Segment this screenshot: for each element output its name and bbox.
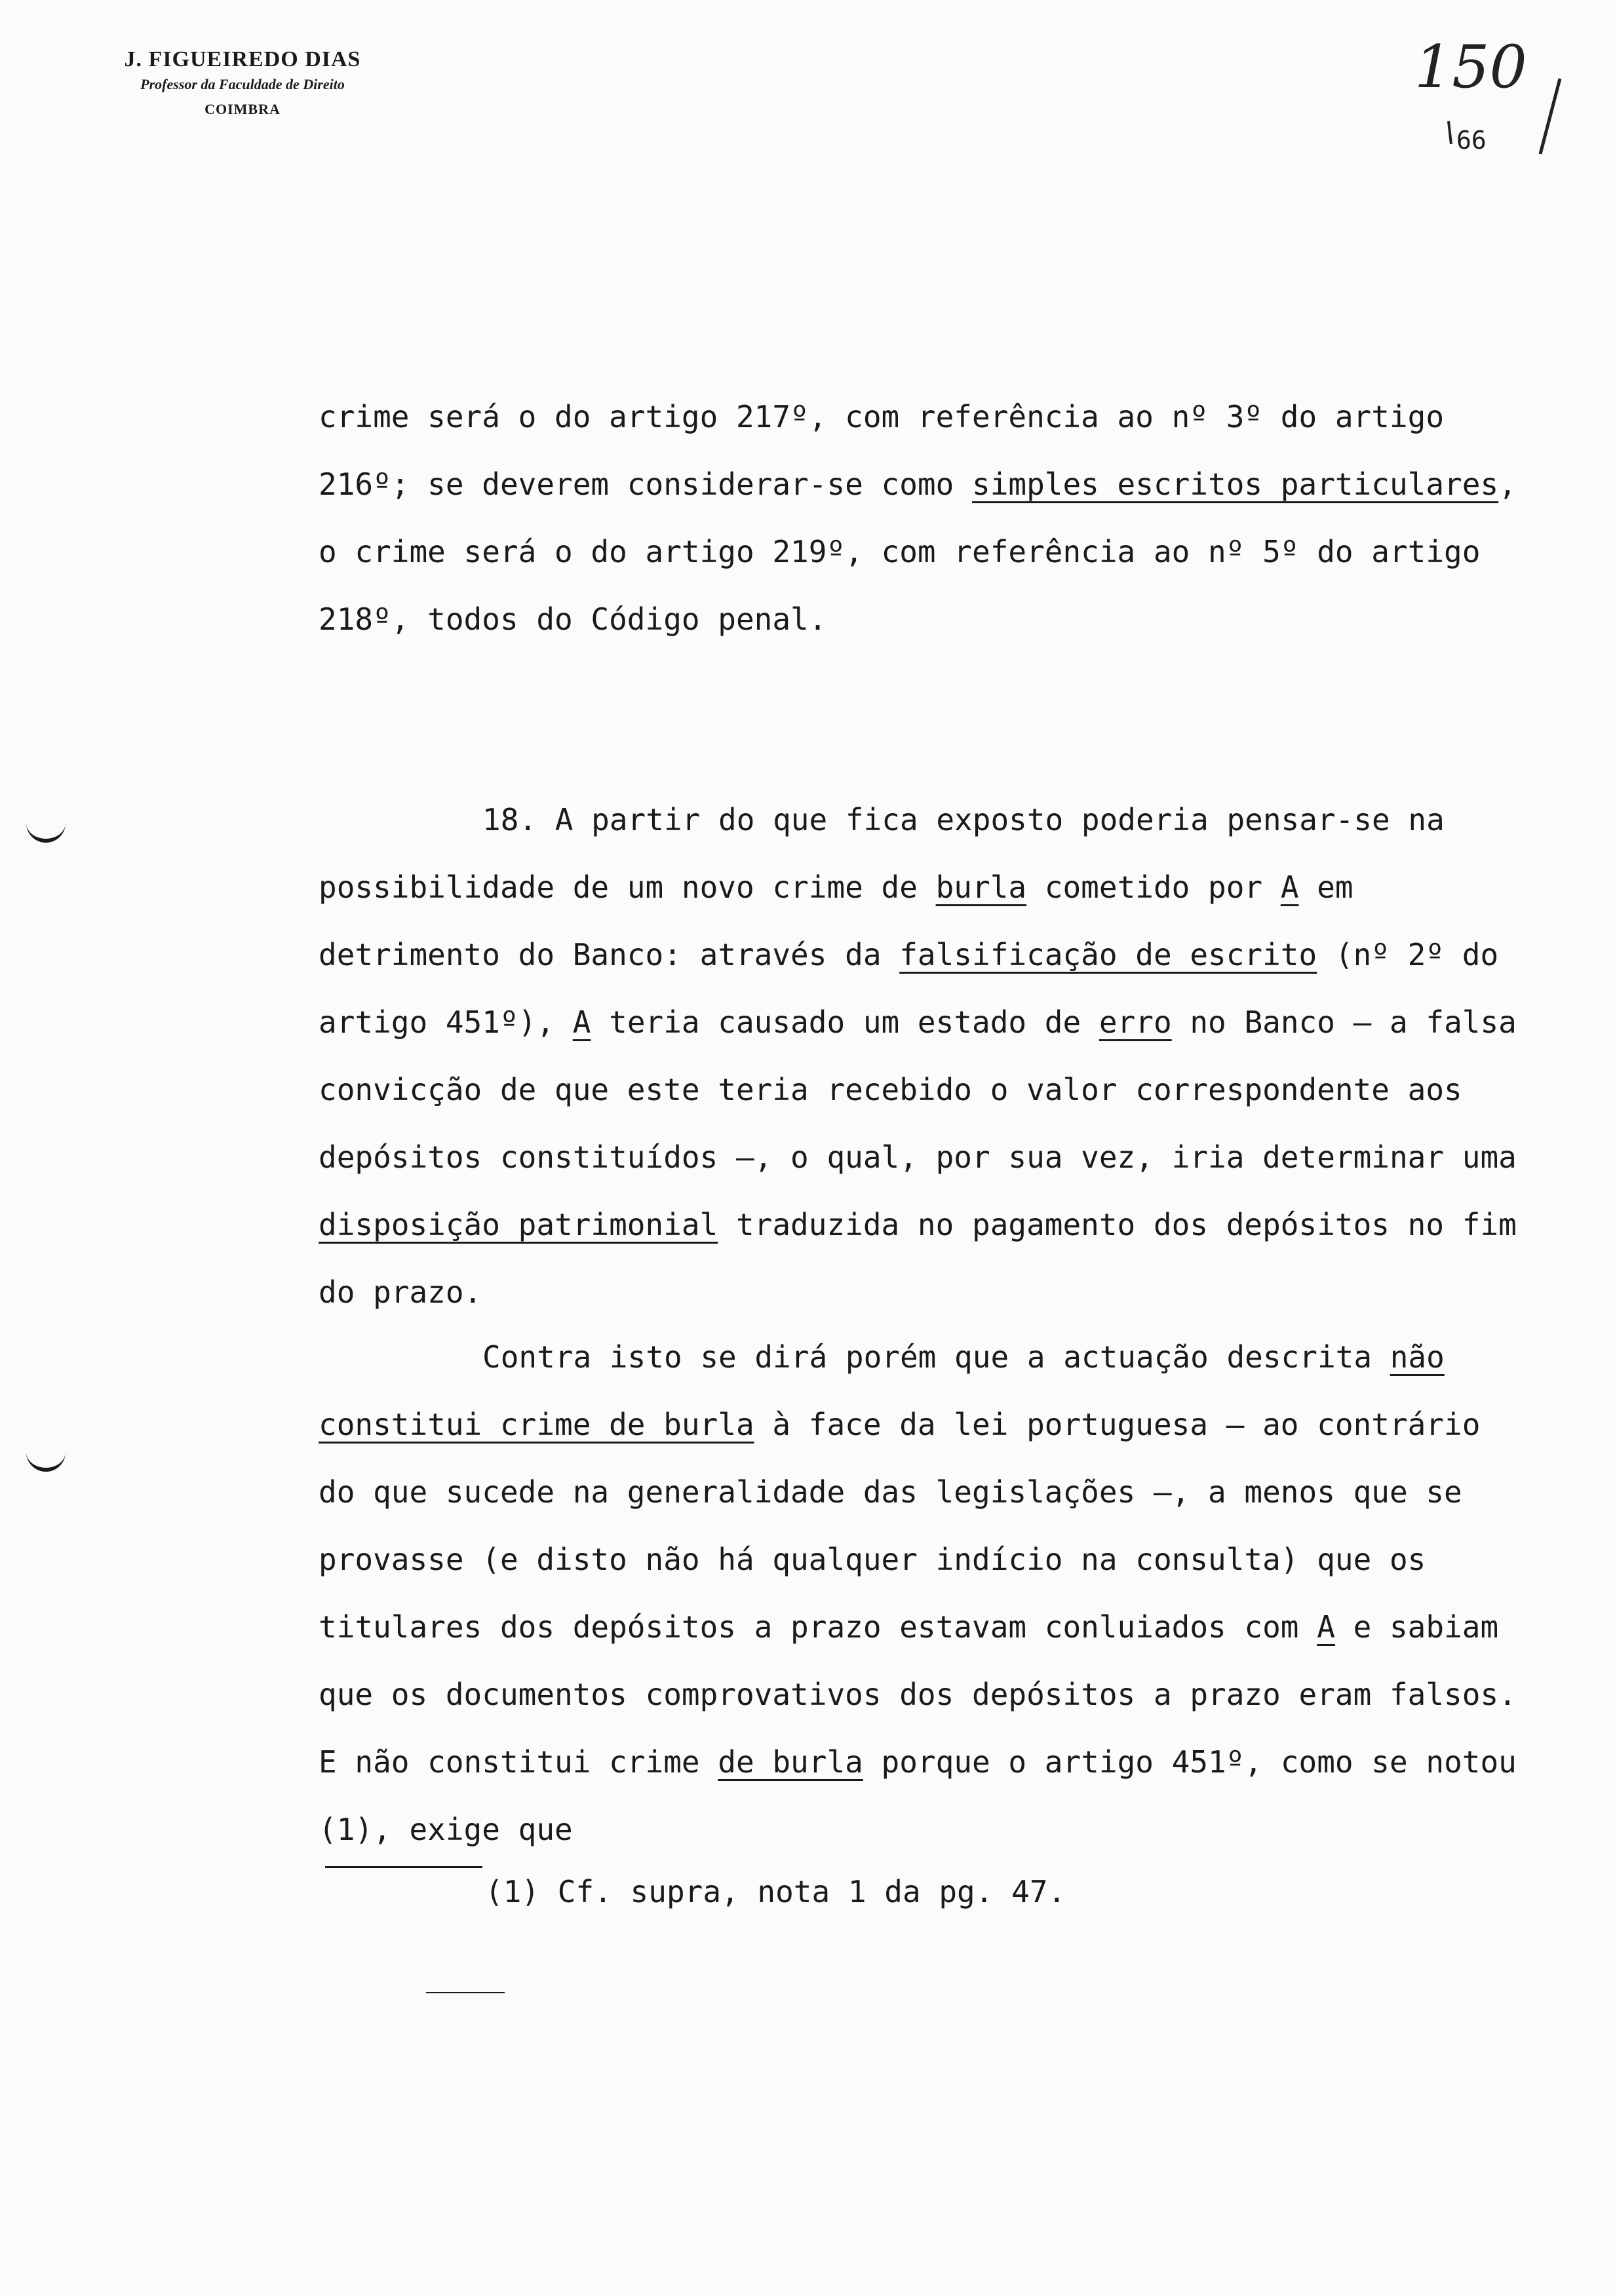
underlined-text: erro xyxy=(1099,1004,1172,1040)
letterhead-title: Professor da Faculdade de Direito xyxy=(140,76,345,92)
underlined-text: simples escritos particulares xyxy=(972,467,1499,502)
text-segment: porque o artigo 451º, como se notou (1), exige que xyxy=(319,1744,1517,1847)
folio-slash-mark xyxy=(1409,26,1580,157)
underlined-text: burla xyxy=(935,870,1027,905)
letterhead-city: COIMBRA xyxy=(204,101,281,117)
text-segment: e sabiam que os documentos comprovativos dos depósitos a prazo eram falsos. E não constitui crime xyxy=(319,1609,1517,1780)
underlined-text: A xyxy=(1280,870,1299,905)
text-segment: teria causado um estado de xyxy=(591,1004,1099,1040)
text-segment: 18. A partir do que fica exposto poderia pensar-se na possibilidade de um novo crime de xyxy=(319,802,1445,905)
paragraph-continuation xyxy=(319,383,1525,653)
footnote-separator xyxy=(325,1866,482,1868)
handwritten-folio-number: 150 xyxy=(1414,33,1527,102)
paragraph-text xyxy=(319,1324,1525,1864)
text-segment: (nº 2º do artigo 451º), xyxy=(319,937,1499,1040)
letterhead-name: J. FIGUEIREDO DIAS xyxy=(124,47,361,71)
underlined-text: A xyxy=(1317,1609,1335,1645)
text-segment: traduzida no pagamento dos depósitos no fim do prazo. xyxy=(319,1207,1517,1310)
text-segment: Contra isto se dirá porém que a actuação descrita xyxy=(482,1339,1390,1375)
text-segment: crime será o do artigo 217º, com referência ao nº 3º do artigo 216º; se deverem considerar-se como xyxy=(319,399,1445,502)
paragraph-text xyxy=(319,383,1525,653)
text-segment: no Banco — a falsa convicção de que este teria recebido o valor correspondente aos depósitos constituídos —, o qual, por sua vez, iria determinar uma xyxy=(319,1004,1517,1175)
page-number: 66 xyxy=(1456,126,1487,155)
underlined-text: disposição patrimonial xyxy=(319,1207,718,1242)
folio-stamp xyxy=(1409,26,1580,157)
letterhead xyxy=(79,47,406,118)
text-segment: em detrimento do Banco: através da xyxy=(319,870,1353,972)
paragraph-text xyxy=(319,786,1525,1326)
underlined-text: de burla xyxy=(718,1744,863,1780)
footnote: (1) Cf. supra, nota 1 da pg. 47. xyxy=(485,1874,1066,1909)
paragraph-18 xyxy=(319,786,1525,1326)
text-segment: à face da lei portuguesa — ao contrário do que sucede na generalidade das legislações —, a menos que se provasse (e disto não há qualquer indício na consulta) que os titulares dos depósitos a prazo estavam conluiados com xyxy=(319,1407,1481,1645)
paragraph-contra xyxy=(319,1324,1525,1864)
underlined-text: não constitui crime de burla xyxy=(319,1339,1445,1442)
text-segment: , o crime será o do artigo 219º, com referência ao nº 5º do artigo 218º, todos do Código penal. xyxy=(319,467,1517,637)
page-mark-line xyxy=(426,1992,505,1993)
text-segment: cometido por xyxy=(1026,870,1281,905)
margin-hole-mark xyxy=(26,1442,66,1472)
margin-hole-mark xyxy=(26,813,66,843)
underlined-text: A xyxy=(572,1004,591,1040)
underlined-text: falsificação de escrito xyxy=(899,937,1317,972)
